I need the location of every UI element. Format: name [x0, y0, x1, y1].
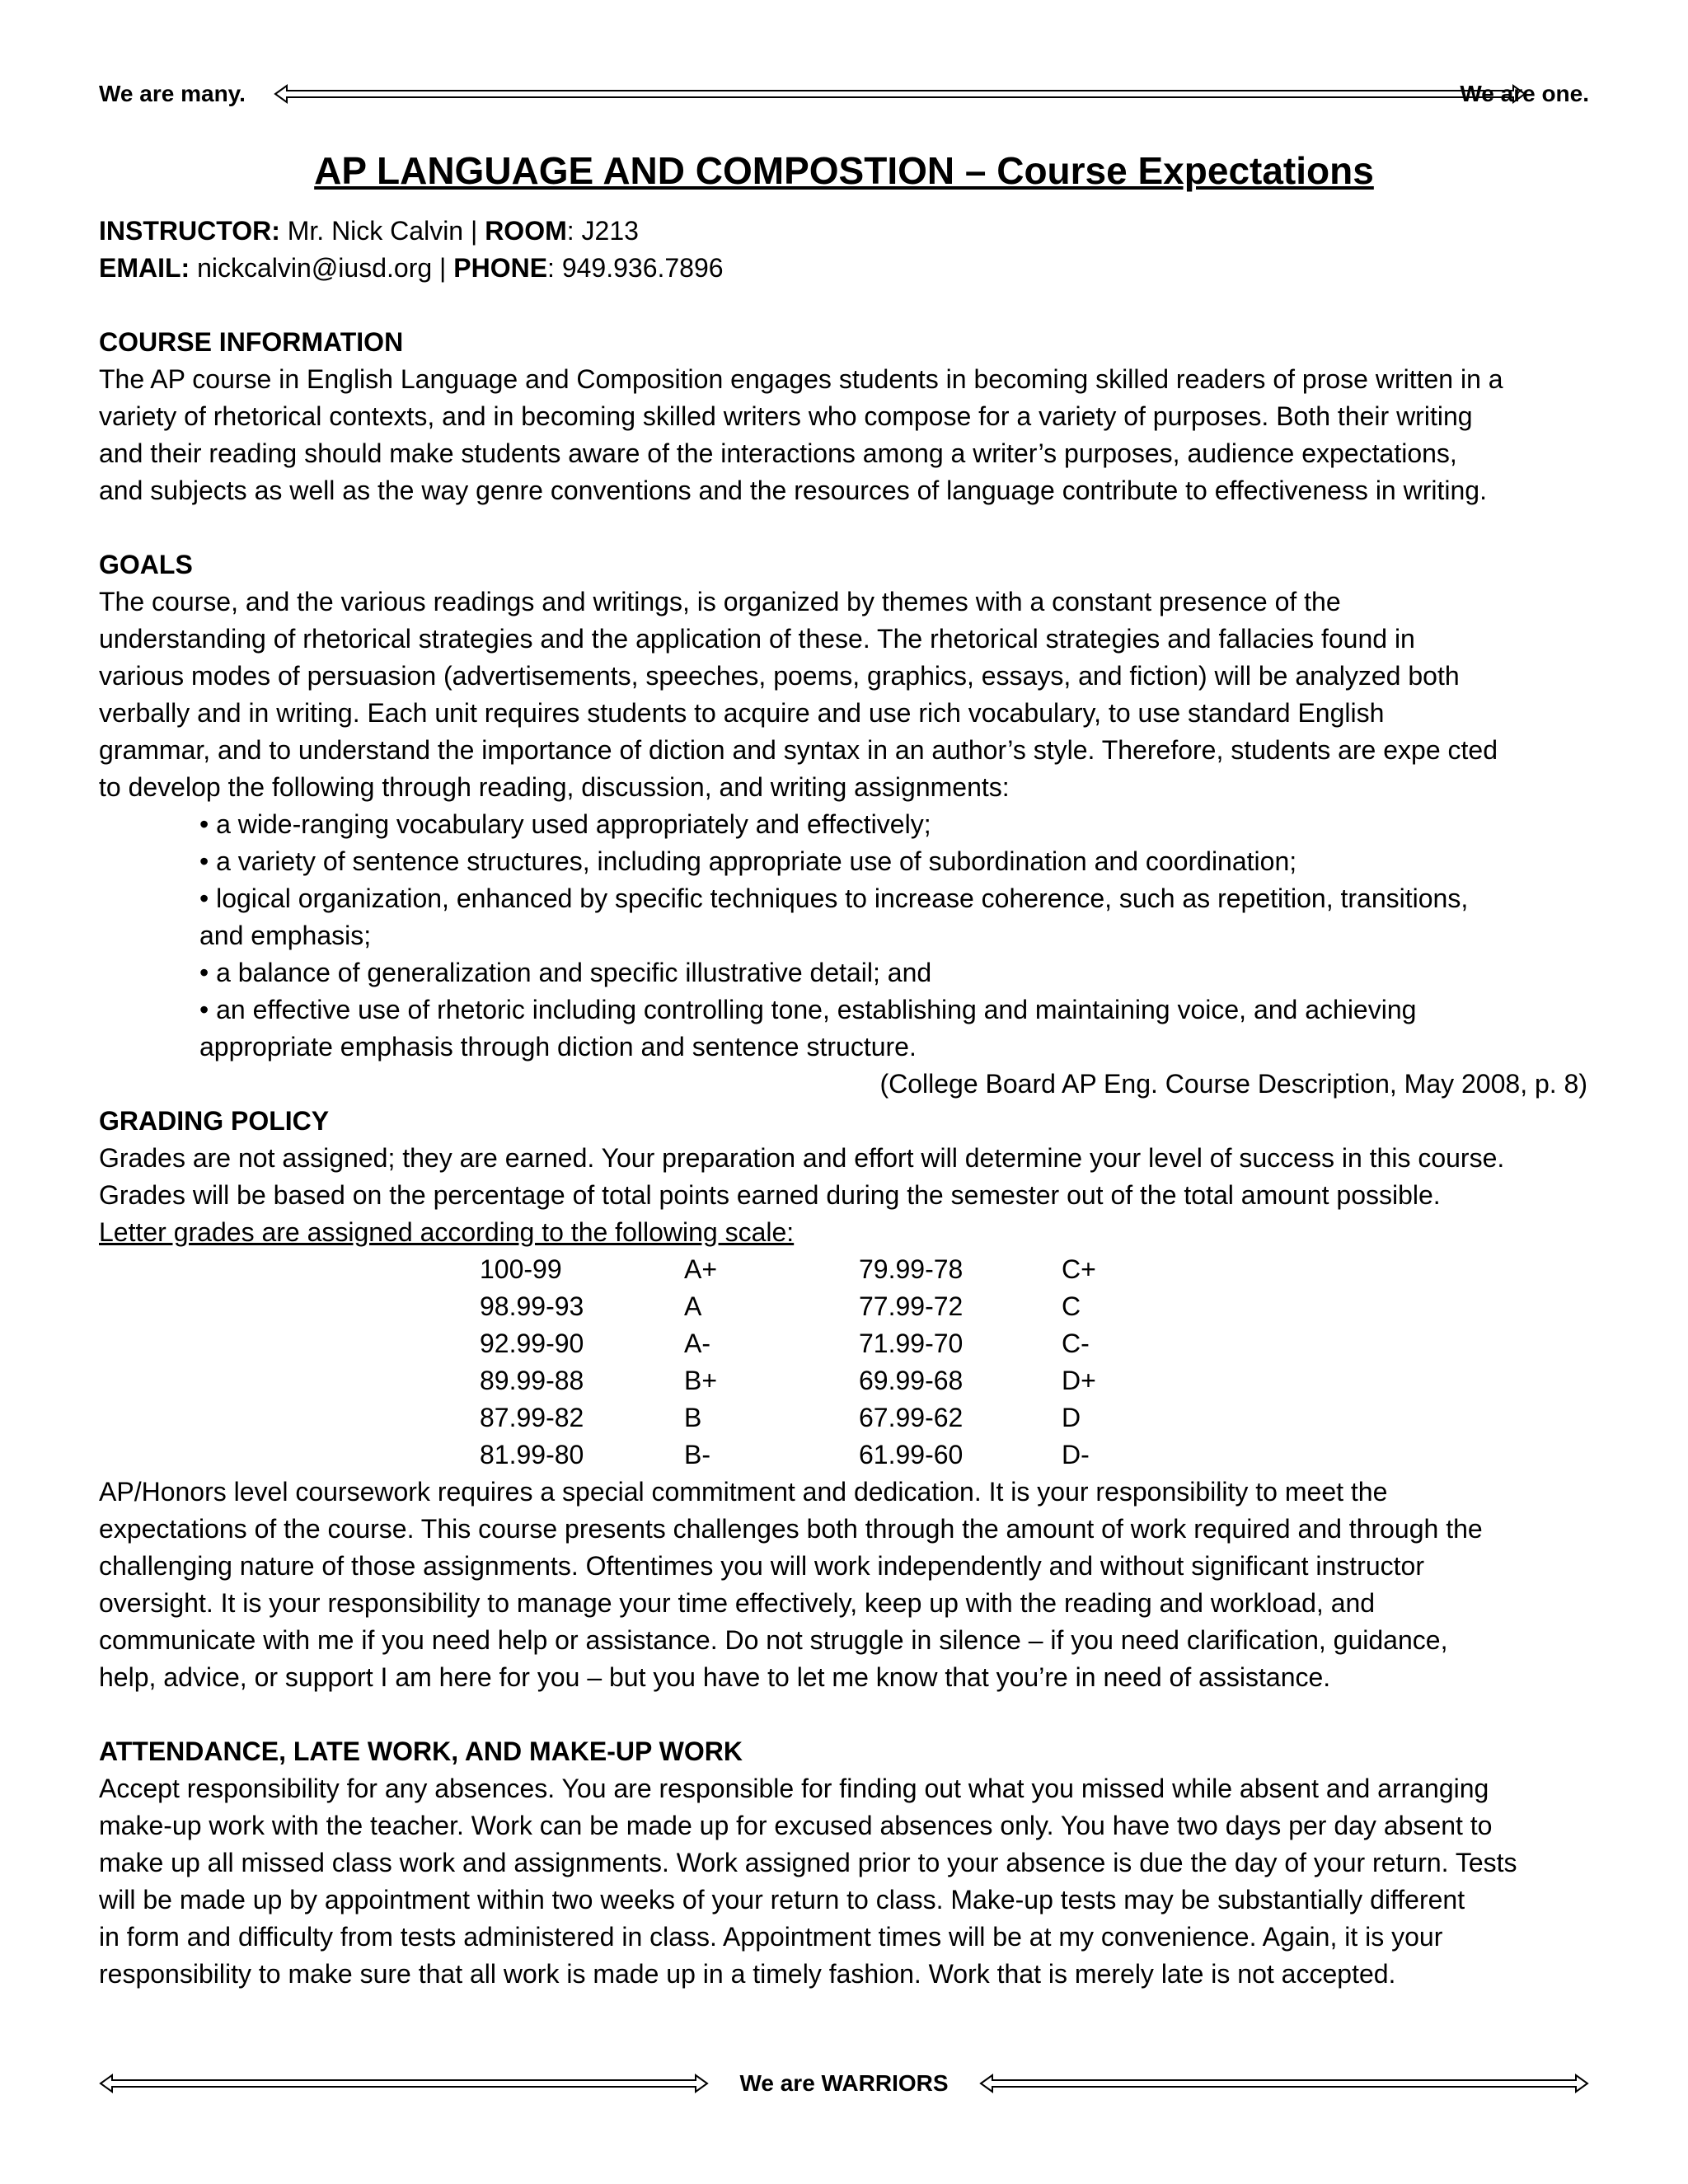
grade-range: 67.99-62: [859, 1403, 964, 1432]
grading-heading: GRADING POLICY: [99, 1106, 330, 1136]
grade-range: 87.99-82: [480, 1403, 584, 1432]
attendance-line: will be made up by appointment within two weeks of your return to class. Make-up tests may be substantially different: [99, 1885, 1465, 1915]
goals-line: understanding of rhetorical strategies and the application of these. The rhetorical strategies and fallacies found in: [99, 624, 1415, 654]
course-info-heading: COURSE INFORMATION: [99, 327, 404, 357]
grade-range: 77.99-72: [859, 1291, 964, 1321]
room-label: ROOM: [485, 216, 567, 246]
grade-letter: A+: [684, 1254, 718, 1284]
grade-scale-caption: Letter grades are assigned according to the following scale:: [99, 1217, 795, 1247]
grading-line: help, advice, or support I am here for you – but you have to let me know that you’re in need of assistance.: [99, 1662, 1331, 1692]
goals-bullet: • an effective use of rhetoric including controlling tone, establishing and maintaining voice, and achieving: [199, 995, 1417, 1024]
page-title: AP LANGUAGE AND COMPOSTION – Course Expectations: [314, 149, 1374, 192]
grade-letter: D: [1062, 1403, 1081, 1432]
grade-scale-table: [480, 1251, 1177, 1474]
motto-right: We are one.: [1460, 81, 1589, 106]
motto-left: We are many.: [99, 81, 246, 106]
goals-line: to develop the following through reading, discussion, and writing assignments:: [99, 772, 1010, 802]
room-value: : J213: [566, 216, 639, 246]
attendance-line: make up all missed class work and assignments. Work assigned prior to your absence is due the day of your return. Tests: [99, 1848, 1517, 1877]
goals-line: verbally and in writing. Each unit requires students to acquire and use rich vocabulary, to use standard English: [99, 698, 1385, 728]
grading-line: Grades will be based on the percentage of total points earned during the semester out of the total amount possible.: [99, 1180, 1441, 1210]
grade-letter: B: [684, 1403, 702, 1432]
footer-motto: We are WARRIORS: [739, 2070, 949, 2096]
grade-letter: B-: [684, 1440, 710, 1469]
table-row: [480, 1251, 1177, 1288]
double-arrow-icon: [274, 84, 1526, 104]
grading-line: Grades are not assigned; they are earned. Your preparation and effort will determine your level of success in this course.: [99, 1143, 1505, 1173]
grading-line: oversight. It is your responsibility to manage your time effectively, keep up with the reading and workload, and: [99, 1588, 1376, 1618]
goals-line: grammar, and to understand the importance of diction and syntax in an author’s style. Therefore, students are expe cted: [99, 735, 1498, 765]
attendance-line: Accept responsibility for any absences. You are responsible for finding out what you missed while absent and arranging: [99, 1774, 1489, 1803]
instructor-label: INSTRUCTOR:: [99, 216, 280, 246]
goals-line: various modes of persuasion (advertisements, speeches, poems, graphics, essays, and fiction) will be analyzed both: [99, 661, 1460, 691]
email-line: [99, 250, 1591, 287]
instructor-line: [99, 213, 1591, 250]
grade-letter: A-: [684, 1329, 710, 1358]
grading-line: expectations of the course. This course presents challenges both through the amount of work required and through the: [99, 1514, 1483, 1544]
table-row: [480, 1436, 1177, 1474]
course-info-line: and their reading should make students aware of the interactions among a writer’s purposes, audience expectations,: [99, 438, 1457, 468]
grade-range: 89.99-88: [480, 1366, 584, 1395]
grade-range: 71.99-70: [859, 1329, 964, 1358]
goals-line: The course, and the various readings and writings, is organized by themes with a constant presence of the: [99, 587, 1341, 616]
table-row: [480, 1362, 1177, 1399]
grading-line: challenging nature of those assignments. Oftentimes you will work independently and without significant instructor: [99, 1551, 1424, 1581]
goals-bullet-list: [99, 806, 1591, 1066]
email-value: nickcalvin@iusd.org |: [190, 253, 454, 283]
grade-range: 61.99-60: [859, 1440, 964, 1469]
goals-bullet: • logical organization, enhanced by specific techniques to increase coherence, such as repetition, transitions,: [199, 883, 1469, 913]
attendance-line: make-up work with the teacher. Work can be made up for excused absences only. You have two days per day absent to: [99, 1811, 1493, 1840]
grade-letter: D-: [1062, 1440, 1090, 1469]
table-row: [480, 1399, 1177, 1436]
table-row: [480, 1288, 1177, 1325]
grade-range: 98.99-93: [480, 1291, 584, 1321]
grading-line: communicate with me if you need help or assistance. Do not struggle in silence – if you need clarification, guidance,: [99, 1625, 1448, 1655]
grade-letter: C+: [1062, 1254, 1096, 1284]
goals-bullet: and emphasis;: [199, 921, 372, 950]
course-info-line: The AP course in English Language and Composition engages students in becoming skilled readers of prose written in a: [99, 364, 1503, 394]
grade-range: 79.99-78: [859, 1254, 964, 1284]
grade-letter: C-: [1062, 1329, 1090, 1358]
grade-range: 92.99-90: [480, 1329, 584, 1358]
phone-value: : 949.936.7896: [547, 253, 724, 283]
goals-bullet: appropriate emphasis through diction and sentence structure.: [199, 1032, 917, 1062]
grade-range: 69.99-68: [859, 1366, 964, 1395]
motto-header: [99, 79, 1589, 109]
email-label: EMAIL:: [99, 253, 190, 283]
attendance-line: in form and difficulty from tests administered in class. Appointment times will be at my convenience. Again, it is your: [99, 1922, 1443, 1952]
grade-letter: B+: [684, 1366, 718, 1395]
double-arrow-icon: [979, 2074, 1589, 2093]
goals-citation: (College Board AP Eng. Course Description, May 2008, p. 8): [879, 1069, 1587, 1099]
table-row: [480, 1325, 1177, 1362]
attendance-heading: ATTENDANCE, LATE WORK, AND MAKE-UP WORK: [99, 1736, 743, 1766]
goals-bullet: • a wide-ranging vocabulary used appropriately and effectively;: [199, 809, 931, 839]
grading-line: AP/Honors level coursework requires a special commitment and dedication. It is your responsibility to meet the: [99, 1477, 1388, 1507]
grade-range: 100-99: [480, 1254, 562, 1284]
instructor-value: Mr. Nick Calvin |: [279, 216, 485, 246]
grade-range: 81.99-80: [480, 1440, 584, 1469]
course-info-line: and subjects as well as the way genre conventions and the resources of language contribute to effectiveness in writing.: [99, 476, 1487, 505]
goals-bullet: • a balance of generalization and specific illustrative detail; and: [199, 958, 932, 987]
grade-letter: C: [1062, 1291, 1081, 1321]
document-body: [99, 213, 1591, 1993]
goals-heading: GOALS: [99, 550, 193, 579]
goals-bullet: • a variety of sentence structures, including appropriate use of subordination and coordination;: [199, 846, 1297, 876]
motto-footer: [99, 2069, 1589, 2098]
course-info-line: variety of rhetorical contexts, and in becoming skilled writers who compose for a variety of purposes. Both their writing: [99, 401, 1473, 431]
grade-letter: D+: [1062, 1366, 1096, 1395]
attendance-line: responsibility to make sure that all work is made up in a timely fashion. Work that is merely late is not accepted.: [99, 1959, 1396, 1989]
grade-letter: A: [684, 1291, 702, 1321]
phone-label: PHONE: [453, 253, 548, 283]
